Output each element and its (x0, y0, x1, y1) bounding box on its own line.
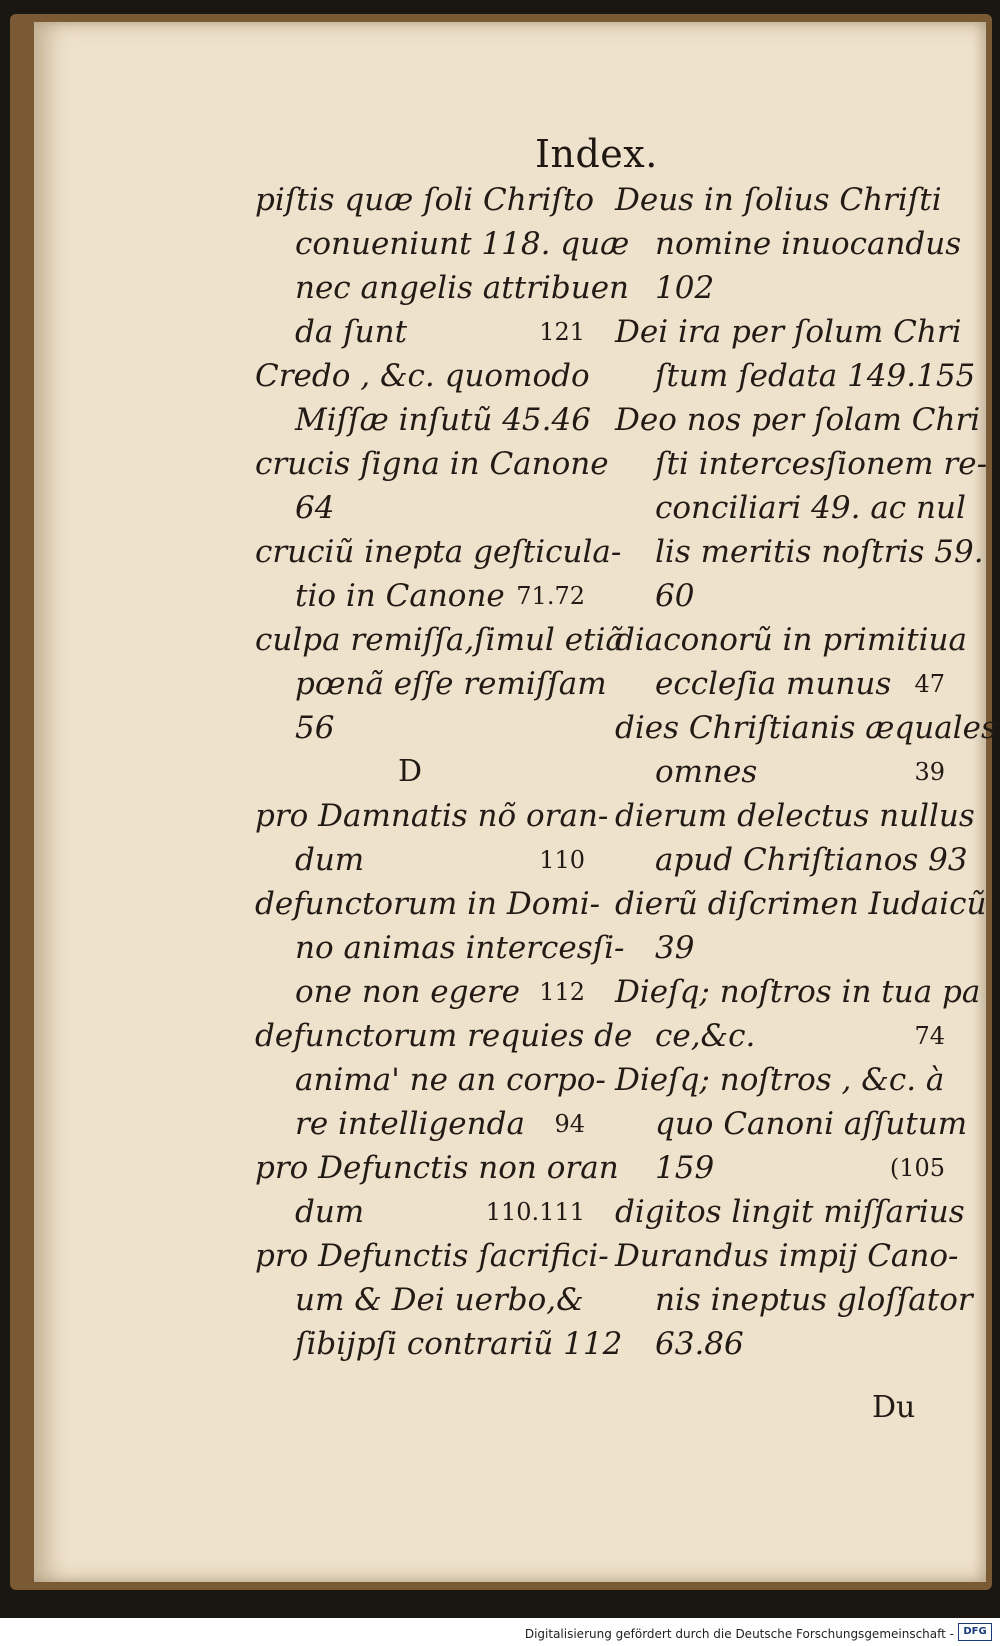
index-entry-line (615, 178, 945, 222)
index-entry-line (255, 486, 585, 530)
index-entry-line (255, 1058, 606, 1102)
page-reference: 110.111 (485, 1198, 585, 1226)
index-entry-line (255, 794, 609, 838)
index-entry-line (255, 266, 630, 310)
page-reference: (105 (889, 1154, 945, 1182)
index-entry-line (615, 574, 945, 618)
entry-text: ſtum ſedata 149.155 (655, 358, 976, 394)
entry-text: pœnã eſſe remiſſam (295, 666, 607, 702)
entry-text: anima' ne an corpo- (295, 1062, 606, 1098)
entry-text: da ſunt (295, 314, 408, 350)
entry-text: dum (295, 842, 365, 878)
index-entry-line (615, 1190, 965, 1234)
entry-text: conueniunt 118. quæ (295, 226, 630, 262)
index-entry-line (615, 706, 997, 750)
entry-text: no animas intercesſi- (295, 930, 625, 966)
page-reference: 121 (539, 318, 585, 346)
entry-text: Dei ira per ſolum Chri (615, 314, 962, 350)
funding-credit: Digitalisierung gefördert durch die Deutsche Forschungsgemeinschaft - (524, 1627, 954, 1641)
index-entry-line (615, 530, 984, 574)
section-letter (255, 750, 585, 794)
entry-text: nis ineptus gloſſator (655, 1282, 973, 1318)
index-entry-line (255, 926, 625, 970)
entry-text: omnes (655, 754, 758, 790)
index-entry-line (615, 354, 976, 398)
index-entry-line (255, 354, 590, 398)
index-entry-line (255, 1322, 623, 1366)
index-entry-line (615, 1234, 959, 1278)
page-reference: 39 (914, 758, 945, 786)
entry-text: 60 (655, 578, 695, 614)
entry-text: dierum delectus nullus (615, 798, 975, 834)
index-entry-line (615, 222, 962, 266)
catchword: Du (872, 1390, 916, 1425)
entry-text: ſti intercesſionem re- (655, 446, 988, 482)
index-entry-line (615, 970, 981, 1014)
entry-text: ſibijpſi contrariũ 112 (295, 1326, 623, 1362)
entry-text: pro Defunctis ſacrifici- (255, 1238, 609, 1274)
index-entry-line (255, 398, 591, 442)
index-entry-line (615, 882, 987, 926)
index-entry-line (255, 222, 630, 266)
page-reference: 112 (539, 978, 585, 1006)
entry-text: nec angelis attribuen (295, 270, 630, 306)
dfg-logo: DFG (958, 1623, 992, 1641)
index-entry-line (615, 662, 945, 706)
index-entry-line (255, 706, 585, 750)
entry-text: lis meritis noſtris 59. (655, 534, 984, 570)
entry-text: D (397, 754, 423, 789)
index-entry-line (615, 926, 945, 970)
index-entry-line (615, 266, 945, 310)
index-entry-line (255, 1234, 609, 1278)
index-entry-line (255, 574, 585, 618)
entry-text: Miſſæ inſutũ 45.46 (295, 402, 591, 438)
entry-text: Durandus impij Cano- (615, 1238, 959, 1274)
footer-bar (0, 1618, 1000, 1646)
entry-text: culpa remiſſa,ſimul etiã (255, 622, 624, 658)
entry-text: Deus in ſolius Chriſti (615, 182, 942, 218)
entry-text: 63.86 (655, 1326, 744, 1362)
index-entry-line (615, 750, 945, 794)
entry-text: 159 (655, 1150, 715, 1186)
index-entry-line (255, 618, 624, 662)
page-reference: 94 (554, 1110, 585, 1138)
entry-text: pro Damnatis nõ oran- (255, 798, 609, 834)
entry-text: re intelligenda (295, 1106, 525, 1142)
entry-text: piſtis quæ ſoli Chriſto (255, 182, 595, 218)
entry-text: dum (295, 1194, 365, 1230)
index-entry-line (255, 662, 607, 706)
entry-text: eccleſia munus (655, 666, 892, 702)
page-reference: 47 (914, 670, 945, 698)
index-entry-line (255, 310, 585, 354)
index-entry-line (615, 442, 988, 486)
index-column-left (255, 178, 633, 1366)
index-entry-line (615, 1058, 945, 1102)
entry-text: pro Defunctis non oran (255, 1150, 619, 1186)
entry-text: diaconorũ in primitiua (615, 622, 967, 658)
entry-text: ce,&c. (655, 1018, 756, 1054)
entry-text: Dieſq; noſtros in tua pa (615, 974, 981, 1010)
entry-text: conciliari 49. ac nul (655, 490, 966, 526)
entry-text: tio in Canone (295, 578, 505, 614)
index-entry-line (615, 1322, 945, 1366)
index-entry-line (615, 486, 966, 530)
entry-text: crucis ſigna in Canone (255, 446, 609, 482)
index-entry-line (615, 1278, 973, 1322)
index-entry-line (615, 310, 962, 354)
entry-text: apud Chriſtianos 93 (655, 842, 968, 878)
index-column-right (615, 178, 997, 1366)
entry-text: 39 (655, 930, 695, 966)
entry-text: um & Dei uerbo,& (295, 1282, 584, 1318)
index-entry-line (255, 1278, 585, 1322)
index-entry-line (615, 1102, 968, 1146)
entry-text: one non egere (295, 974, 520, 1010)
entry-text: defunctorum in Domi- (255, 886, 601, 922)
index-entry-line (255, 882, 601, 926)
entry-text: nomine inuocandus (655, 226, 962, 262)
index-entry-line (615, 794, 975, 838)
entry-text: 64 (295, 490, 335, 526)
index-entry-line (255, 1014, 633, 1058)
index-entry-line (615, 1146, 945, 1190)
index-entry-line (615, 398, 981, 442)
entry-text: 102 (655, 270, 715, 306)
entry-text: 56 (295, 710, 335, 746)
index-entry-line (615, 1014, 945, 1058)
page-title: Index. (535, 132, 658, 176)
entry-text: defunctorum requies de (255, 1018, 633, 1054)
index-entry-line (255, 1190, 585, 1234)
index-entry-line (615, 838, 968, 882)
page-reference: 110 (539, 846, 585, 874)
entry-text: digitos lingit miſſarius (615, 1194, 965, 1230)
index-entry-line (615, 618, 967, 662)
entry-text: dies Chriſtianis æquales (615, 710, 997, 746)
entry-text: quo Canoni aſſutum (655, 1106, 968, 1142)
index-entry-line (255, 442, 609, 486)
entry-text: Credo , &c. quomodo (255, 358, 590, 394)
index-entry-line (255, 970, 585, 1014)
index-entry-line (255, 1146, 619, 1190)
entry-text: cruciũ inepta geſticula- (255, 534, 622, 570)
index-entry-line (255, 178, 595, 222)
page-reference: 71.72 (516, 582, 585, 610)
index-entry-line (255, 1102, 585, 1146)
entry-text: Dieſq; noſtros , &c. à (615, 1062, 945, 1098)
index-entry-line (255, 530, 622, 574)
index-entry-line (255, 838, 585, 882)
entry-text: dierũ diſcrimen Iudaicũ (615, 886, 987, 922)
entry-text: Deo nos per ſolam Chri (615, 402, 981, 438)
page-reference: 74 (914, 1022, 945, 1050)
